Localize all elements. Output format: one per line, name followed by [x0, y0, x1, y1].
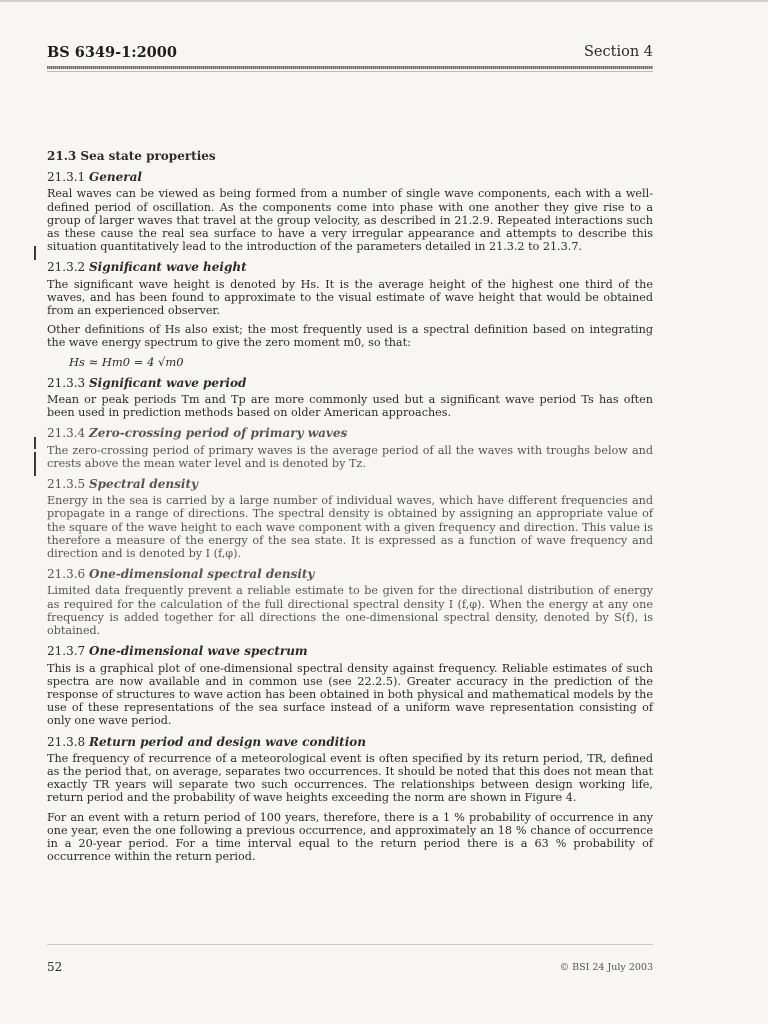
subsection-number: 21.3.1 [47, 170, 86, 185]
paragraph: Limited data frequently prevent a reliable estimate to be given for the directional distribution of energy as required for the calculation of the full directional spectral density I (f,φ). When the energy at any one frequency is added together for all directions the one-dimensional spectral density, denoted by S(f), is obtained. [47, 584, 653, 638]
formula: Hs ≈ Hm0 = 4 √m0 [69, 354, 184, 369]
subsection-title: Return period and design wave condition [89, 734, 366, 749]
section-heading: 21.3 Sea state properties [47, 149, 216, 163]
subsection-title: Spectral density [89, 477, 198, 492]
header-rule-thin [47, 71, 653, 72]
subsection-heading [47, 478, 653, 491]
subsection-number: 21.3.7 [47, 644, 86, 659]
copyright-notice: © BSI 24 July 2003 [559, 962, 653, 973]
page-number: 52 [47, 960, 63, 974]
subsection-title: Significant wave period [89, 375, 247, 390]
paragraph: Mean or peak periods Tm and Tp are more commonly used but a significant wave period Ts has often been used in prediction methods based on older American approaches. [47, 393, 653, 420]
revision-bar [34, 437, 36, 449]
body-content [47, 150, 653, 869]
subsection-number: 21.3.8 [47, 734, 86, 749]
subsection-number: 21.3.5 [47, 477, 86, 492]
paragraph: The frequency of recurrence of a meteorological event is often specified by its return period, TR, defined as the period that, on average, separates two occurrences. It should be noted that this does not mean that exactly TR years will separate two such occurrences. The relationships between design working life, return period and the probability of wave heights exceeding the norm are shown in Figure 4. [47, 751, 653, 805]
subsection-number: 21.3.2 [47, 260, 86, 275]
paragraph: Energy in the sea is carried by a large number of individual waves, which have different frequencies and propagate in a range of directions. The spectral density is obtained by assigning an appropriate value of the square of the wave height to each wave component with a given frequency and direction. This value is therefore a measure of the energy of the sea state. It is expressed as a function of wave frequency and direction and is denoted by I (f,φ). [47, 494, 653, 561]
footer-rule [47, 944, 653, 945]
revision-bar [34, 246, 36, 260]
subsection-title: Zero-crossing period of primary waves [89, 426, 348, 441]
section-label: Section 4 [583, 44, 653, 60]
subsection-number: 21.3.3 [47, 375, 86, 390]
subsection-heading [47, 171, 653, 184]
subsection-title: One-dimensional spectral density [89, 567, 315, 582]
paragraph: This is a graphical plot of one-dimensional spectral density against frequency. Reliable estimates of such spectra are now available and in common use (see 22.2.5). Greater accuracy in the prediction of the response of structures to wave action has been obtained in both physical and mathematical models by the use of these representations of the sea surface instead of a uniform wave representation consisting of only one wave period. [47, 661, 653, 728]
paragraph: The significant wave height is denoted by Hs. It is the average height of the highest one third of the waves, and has been found to approximate to the visual estimate of wave height that would be obtained from an experienced observer. [47, 277, 653, 318]
subsection-heading [47, 645, 653, 658]
page-top-edge [0, 0, 768, 2]
subsection-heading [47, 427, 653, 440]
standard-reference: BS 6349-1:2000 [47, 44, 177, 61]
subsection-title: General [89, 170, 142, 185]
paragraph: For an event with a return period of 100 years, therefore, there is a 1 % probability of occurrence in any one year, even the one following a previous occurrence, and approximately an 18 % chance of occurrence in a 20-year period. For a time interval equal to the return period there is a 63 % probability of occurrence within the return period. [47, 810, 653, 864]
paragraph: Real waves can be viewed as being formed from a number of single wave components, each with a well-defined period of oscillation. As the components come into phase with one another they give rise to a group of larger waves that travel at the group velocity, as described in 21.2.9. Repeated interactions such as these cause the real sea surface to have a very irregular appearance and attempts to describe this situation quantitatively lead to the introduction of the parameters detailed in 21.3.2 to 21.3.7. [47, 187, 653, 254]
subsection-number: 21.3.4 [47, 426, 86, 441]
subsection-title: Significant wave height [89, 260, 247, 275]
revision-bar [34, 452, 36, 476]
paragraph: Other definitions of Hs also exist; the most frequently used is a spectral definition based on integrating the wave energy spectrum to give the zero moment m0, so that: [47, 323, 653, 350]
subsection-heading [47, 377, 653, 390]
subsection-number: 21.3.6 [47, 567, 86, 582]
paragraph: The zero-crossing period of primary waves is the average period of all the waves with troughs below and crests above the mean water level and is denoted by Tz. [47, 443, 653, 470]
subsection-title: One-dimensional wave spectrum [89, 644, 308, 659]
subsection-heading [47, 261, 653, 274]
header-rule [47, 66, 653, 69]
subsection-heading [47, 736, 653, 749]
subsection-heading [47, 568, 653, 581]
